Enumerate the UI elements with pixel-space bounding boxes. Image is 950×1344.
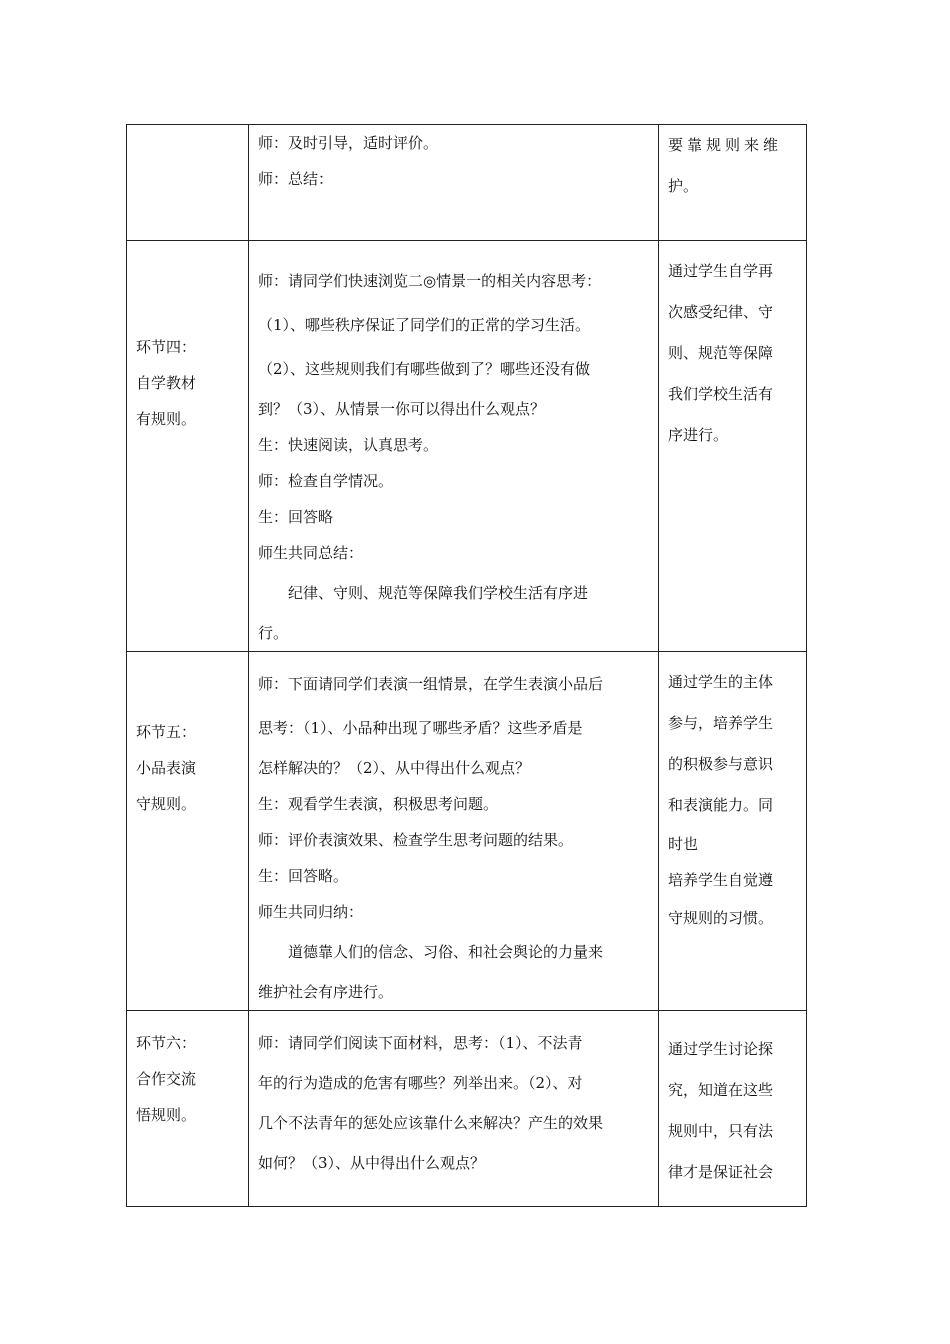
content-line: 维护社会有序进行。 — [258, 983, 394, 1001]
stage-line: 合作交流 — [136, 1070, 197, 1088]
content-line: 师：总结： — [258, 170, 334, 188]
table-row — [127, 241, 807, 652]
stage-cell — [127, 1011, 249, 1207]
purpose-line: 和表演能力。同 — [668, 796, 774, 814]
purpose-line: 通过学生自学再 — [668, 262, 774, 280]
table-row — [127, 1011, 807, 1207]
purpose-line: 序进行。 — [668, 426, 729, 444]
content-cell — [249, 1011, 659, 1207]
stage-line: 有规则。 — [136, 410, 197, 428]
content-line: 纪律、守则、规范等保障我们学校生活有序进 — [288, 584, 589, 602]
lesson-plan-table — [126, 124, 807, 1207]
stage-line: 悟规则。 — [136, 1106, 197, 1124]
content-line: 道德靠人们的信念、习俗、和社会舆论的力量来 — [288, 943, 604, 961]
purpose-line: 培养学生自觉遵 — [668, 871, 774, 889]
table-row — [127, 125, 807, 241]
purpose-line: 护。 — [668, 177, 699, 195]
stage-cell — [127, 652, 249, 1011]
purpose-line: 通过学生讨论探 — [668, 1040, 774, 1058]
purpose-line: 守规则的习惯。 — [668, 909, 774, 927]
purpose-line: 则、规范等保障 — [668, 344, 774, 362]
stage-line: 守规则。 — [136, 795, 197, 813]
purpose-line: 要靠规则来维 — [668, 136, 783, 154]
purpose-line: 究，知道在这些 — [668, 1081, 774, 1099]
purpose-cell — [659, 125, 807, 241]
content-line: （1）、哪些秩序保证了同学们的正常的学习生活。 — [258, 316, 591, 334]
content-line: （2）、这些规则我们有哪些做到了？哪些还没有做 — [258, 360, 591, 378]
stage-line: 环节五： — [136, 723, 197, 741]
purpose-line: 我们学校生活有 — [668, 385, 774, 403]
table-row — [127, 652, 807, 1011]
content-line: 怎样解决的？（2）、从中得出什么观点？ — [258, 759, 531, 777]
stage-line: 自学教材 — [136, 374, 197, 392]
content-line: 行。 — [258, 624, 289, 642]
stage-cell — [127, 125, 249, 241]
purpose-line: 的积极参与意识 — [668, 755, 774, 773]
purpose-line: 规则中，只有法 — [668, 1122, 774, 1140]
stage-cell — [127, 241, 249, 652]
purpose-line: 时也 — [668, 835, 699, 853]
stage-line: 环节四： — [136, 338, 197, 356]
content-line: 年的行为造成的危害有哪些？列举出来。（2）、对 — [258, 1074, 583, 1092]
stage-line: 环节六： — [136, 1034, 197, 1052]
purpose-line: 律才是保证社会 — [668, 1163, 774, 1181]
purpose-cell — [659, 652, 807, 1011]
purpose-cell — [659, 1011, 807, 1207]
content-line: 师：下面请同学们表演一组情景，在学生表演小品后 — [258, 675, 604, 693]
purpose-line: 参与，培养学生 — [668, 714, 774, 732]
content-line: 生：快速阅读，认真思考。 — [258, 436, 439, 454]
content-line: 生：回答略 — [258, 508, 334, 526]
content-line: 如何？（3）、从中得出什么观点？ — [258, 1154, 486, 1172]
purpose-line: 通过学生的主体 — [668, 673, 774, 691]
content-line: 师：检查自学情况。 — [258, 472, 394, 490]
content-line: 生：观看学生表演，积极思考问题。 — [258, 795, 499, 813]
content-line: 师：请同学们快速浏览二◎情景一的相关内容思考： — [258, 272, 602, 290]
content-line: 师：评价表演效果、检查学生思考问题的结果。 — [258, 831, 574, 849]
stage-line: 小品表演 — [136, 759, 197, 777]
content-cell — [249, 652, 659, 1011]
content-cell — [249, 125, 659, 241]
content-line: 生：回答略。 — [258, 867, 349, 885]
content-line: 几个不法青年的惩处应该靠什么来解决？产生的效果 — [258, 1114, 604, 1132]
content-line: 师生共同归纳： — [258, 903, 364, 921]
content-line: 师：请同学们阅读下面材料，思考：（1）、不法青 — [258, 1034, 583, 1052]
content-line: 师生共同总结： — [258, 544, 364, 562]
content-cell — [249, 241, 659, 652]
content-line: 师：及时引导，适时评价。 — [258, 134, 439, 152]
content-line: 思考：（1）、小品种出现了哪些矛盾？这些矛盾是 — [258, 719, 583, 737]
purpose-line: 次感受纪律、守 — [668, 303, 774, 321]
content-line: 到？（3）、从情景一你可以得出什么观点？ — [258, 400, 546, 418]
purpose-cell — [659, 241, 807, 652]
